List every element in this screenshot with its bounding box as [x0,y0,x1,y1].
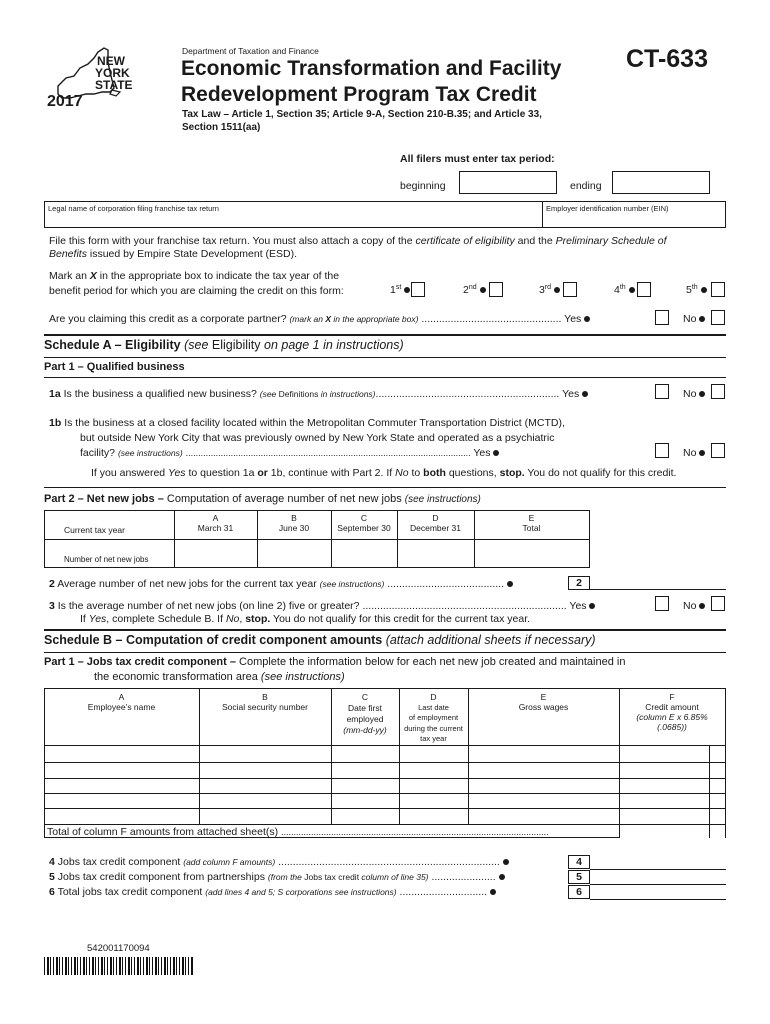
table-row[interactable] [45,794,725,808]
question-1b-line2: but outside New York City that was previously owned by New York State and operated as a psychiatric [80,432,555,444]
ein-label: Employer identification number (EIN) [546,204,669,213]
benefit-year-3rd-label: 3rd [539,284,560,296]
line-5-input[interactable] [590,870,726,885]
bullet-icon [701,287,707,293]
benefit-year-1st-checkbox[interactable] [411,282,425,297]
jobs-col-e: E Total [522,513,541,533]
credit-col-a: A Employee’s name [87,692,156,712]
jobs-table [44,510,590,568]
schedule-b-part1-title: Part 1 – Jobs tax credit component – Complete the information below for each net new job created and maintained in [44,656,626,668]
jobs-input-a[interactable] [175,540,257,567]
corporate-partner-question: Are you claiming this credit as a corporate partner? (mark an X in the appropriate box) ................................................ Yes [49,313,590,325]
tax-law-line1: Tax Law – Article 1, Section 35; Article 9-A, Section 210-B.35; and Article 33, [182,109,542,120]
form-year: 2017 [47,93,83,110]
part-divider [44,652,726,653]
bullet-icon [582,391,588,397]
total-attached-sheets-input[interactable] [620,825,709,837]
bullet-icon [699,603,705,609]
jobs-col-d: D December 31 [409,513,462,533]
bullet-icon [499,874,505,880]
bullet-icon [699,450,705,456]
credit-col-f: F Credit amount (column E x 6.85% (.0685)) [636,692,708,732]
corporation-name-label: Legal name of corporation filing franchise tax return [48,204,219,213]
department-name: Department of Taxation and Finance [182,46,319,56]
line-6-label-box: 6 [568,885,590,899]
line-3-note: If Yes, complete Schedule B. If No, stop. You do not qualify for this credit for the current tax year. [80,613,531,625]
bullet-icon [493,450,499,456]
section-divider [44,334,726,336]
part2-title: Part 2 – Net new jobs – Computation of average number of net new jobs (see instructions) [44,493,481,505]
tax-law-line2: Section 1511(aa) [182,122,261,133]
line-6-input[interactable] [590,885,726,900]
benefit-year-2nd-checkbox[interactable] [489,282,503,297]
line-6: 6 Total jobs tax credit component (add lines 4 and 5; S corporations see instructions) .............................. [49,886,496,898]
part-divider [44,377,726,378]
table-row[interactable] [45,746,725,762]
form-title-line1: Economic Transformation and Facility [181,57,562,80]
bullet-icon [699,316,705,322]
line-4: 4 Jobs tax credit component (add column F amounts) ............................................................................ [49,856,509,868]
question-1b-line1: 1b Is the business at a closed facility located within the Metropolitan Commuter Transportation District (MCTD), [49,417,565,429]
bullet-icon [480,287,486,293]
benefit-year-5th-label: 5th [686,284,707,296]
benefit-year-line1: Mark an X in the appropriate box to indicate the tax year of the [49,270,340,282]
benefit-year-2nd-label: 2nd [463,284,486,296]
benefit-year-4th-checkbox[interactable] [637,282,651,297]
question-1a: 1a Is the business a qualified new business? (see Definitions in instructions)............................................................... Yes [49,388,588,400]
line-5-label-box: 5 [568,870,590,884]
intro-line2: Benefits issued by Empire State Development (ESD). [49,248,298,260]
line-3-no-label: No [683,600,705,612]
eligibility-note: If you answered Yes to question 1a or 1b, continue with Part 2. If No to both questions, stop. You do not qualify for this credit. [91,467,677,479]
schedule-b-title: Schedule B – Computation of credit component amounts (attach additional sheets if necessary) [44,633,596,647]
jobs-input-b[interactable] [258,540,331,567]
jobs-input-c[interactable] [332,540,397,567]
bullet-icon [554,287,560,293]
ending-date-input[interactable] [612,171,710,194]
benefit-year-5th-checkbox[interactable] [711,282,725,297]
schedule-b-part1-title-line2: the economic transformation area (see instructions) [94,671,345,683]
jobs-col-c: C September 30 [337,513,391,533]
form-title-line2: Redevelopment Program Tax Credit [181,83,537,106]
state-name-line2: YORK [95,66,130,80]
form-number: CT-633 [626,45,708,73]
table-row[interactable] [45,779,725,793]
jobs-col-a: A March 31 [197,513,234,533]
beginning-date-input[interactable] [459,171,557,194]
question-1a-yes-checkbox[interactable] [655,384,669,399]
line-5: 5 Jobs tax credit component from partnerships (from the Jobs tax credit column of line 35) ...................... [49,871,505,883]
line-3-no-checkbox[interactable] [711,596,725,611]
barcode-number: 542001170094 [87,943,150,954]
bullet-icon [629,287,635,293]
ending-label: ending [570,180,602,192]
part-divider [44,357,726,358]
part1-title: Part 1 – Qualified business [44,361,185,373]
line-3-yes-checkbox[interactable] [655,596,669,611]
question-1b-line3: facility? (see instructions) .................................................................................................................. Yes [80,447,499,459]
line-4-input[interactable] [590,855,726,870]
credit-col-d: D Last date of employment during the current tax year [404,692,463,743]
question-1b-no-checkbox[interactable] [711,443,725,458]
beginning-label: beginning [400,180,446,192]
bullet-icon [503,859,509,865]
benefit-year-3rd-checkbox[interactable] [563,282,577,297]
corporation-name-field[interactable] [44,201,543,228]
question-1b-yes-checkbox[interactable] [655,443,669,458]
ein-field[interactable] [542,201,726,228]
bullet-icon [584,316,590,322]
total-attached-sheets: Total of column F amounts from attached sheet(s) ........................................................................................................... [47,826,549,838]
line-2-label-box: 2 [568,576,590,590]
corporate-partner-no-label: No [683,313,705,325]
jobs-input-d[interactable] [398,540,474,567]
jobs-col-b: B June 30 [278,513,310,533]
line-4-label-box: 4 [568,855,590,869]
corporate-partner-yes-checkbox[interactable] [655,310,669,325]
credit-table [44,688,726,838]
line-2: 2 Average number of net new jobs for the current tax year (see instructions) ........................................ [49,578,513,590]
jobs-row-label: Number of net new jobs [64,555,149,564]
benefit-year-line2: benefit period for which you are claiming the credit on this form: [49,285,344,297]
jobs-input-e[interactable] [475,540,589,567]
credit-col-b: B Social security number [222,692,308,712]
question-1a-no-checkbox[interactable] [711,384,725,399]
barcode-image [44,957,194,975]
state-name-line3: STATE [95,78,133,92]
bullet-icon [507,581,513,587]
part-divider [44,487,726,488]
tax-period-heading: All filers must enter tax period: [400,153,555,165]
question-1a-no-label: No [683,388,705,400]
jobs-col-current-tax-year: Current tax year [64,525,125,535]
question-1b-no-label: No [683,447,705,459]
line-2-input[interactable] [590,576,726,590]
state-name-line1: NEW [97,54,125,68]
bullet-icon [490,889,496,895]
benefit-year-1st-label: 1st [390,284,410,296]
section-divider [44,629,726,631]
table-row[interactable] [45,763,725,778]
bullet-icon [589,603,595,609]
bullet-icon [404,287,410,293]
table-row[interactable] [45,809,725,824]
corporate-partner-no-checkbox[interactable] [711,310,725,325]
bullet-icon [699,391,705,397]
credit-col-c: C Date first employed (mm-dd-yy) [343,692,387,735]
credit-col-e: E Gross wages [518,692,569,712]
line-3: 3 Is the average number of net new jobs (on line 2) five or greater? ...................................................................... Yes [49,600,595,612]
schedule-a-title: Schedule A – Eligibility (see Eligibility on page 1 in instructions) [44,338,404,352]
benefit-year-4th-label: 4th [614,284,635,296]
intro-line1: File this form with your franchise tax return. You must also attach a copy of the certificate of eligibility and the Preliminary Schedule of [49,235,667,247]
